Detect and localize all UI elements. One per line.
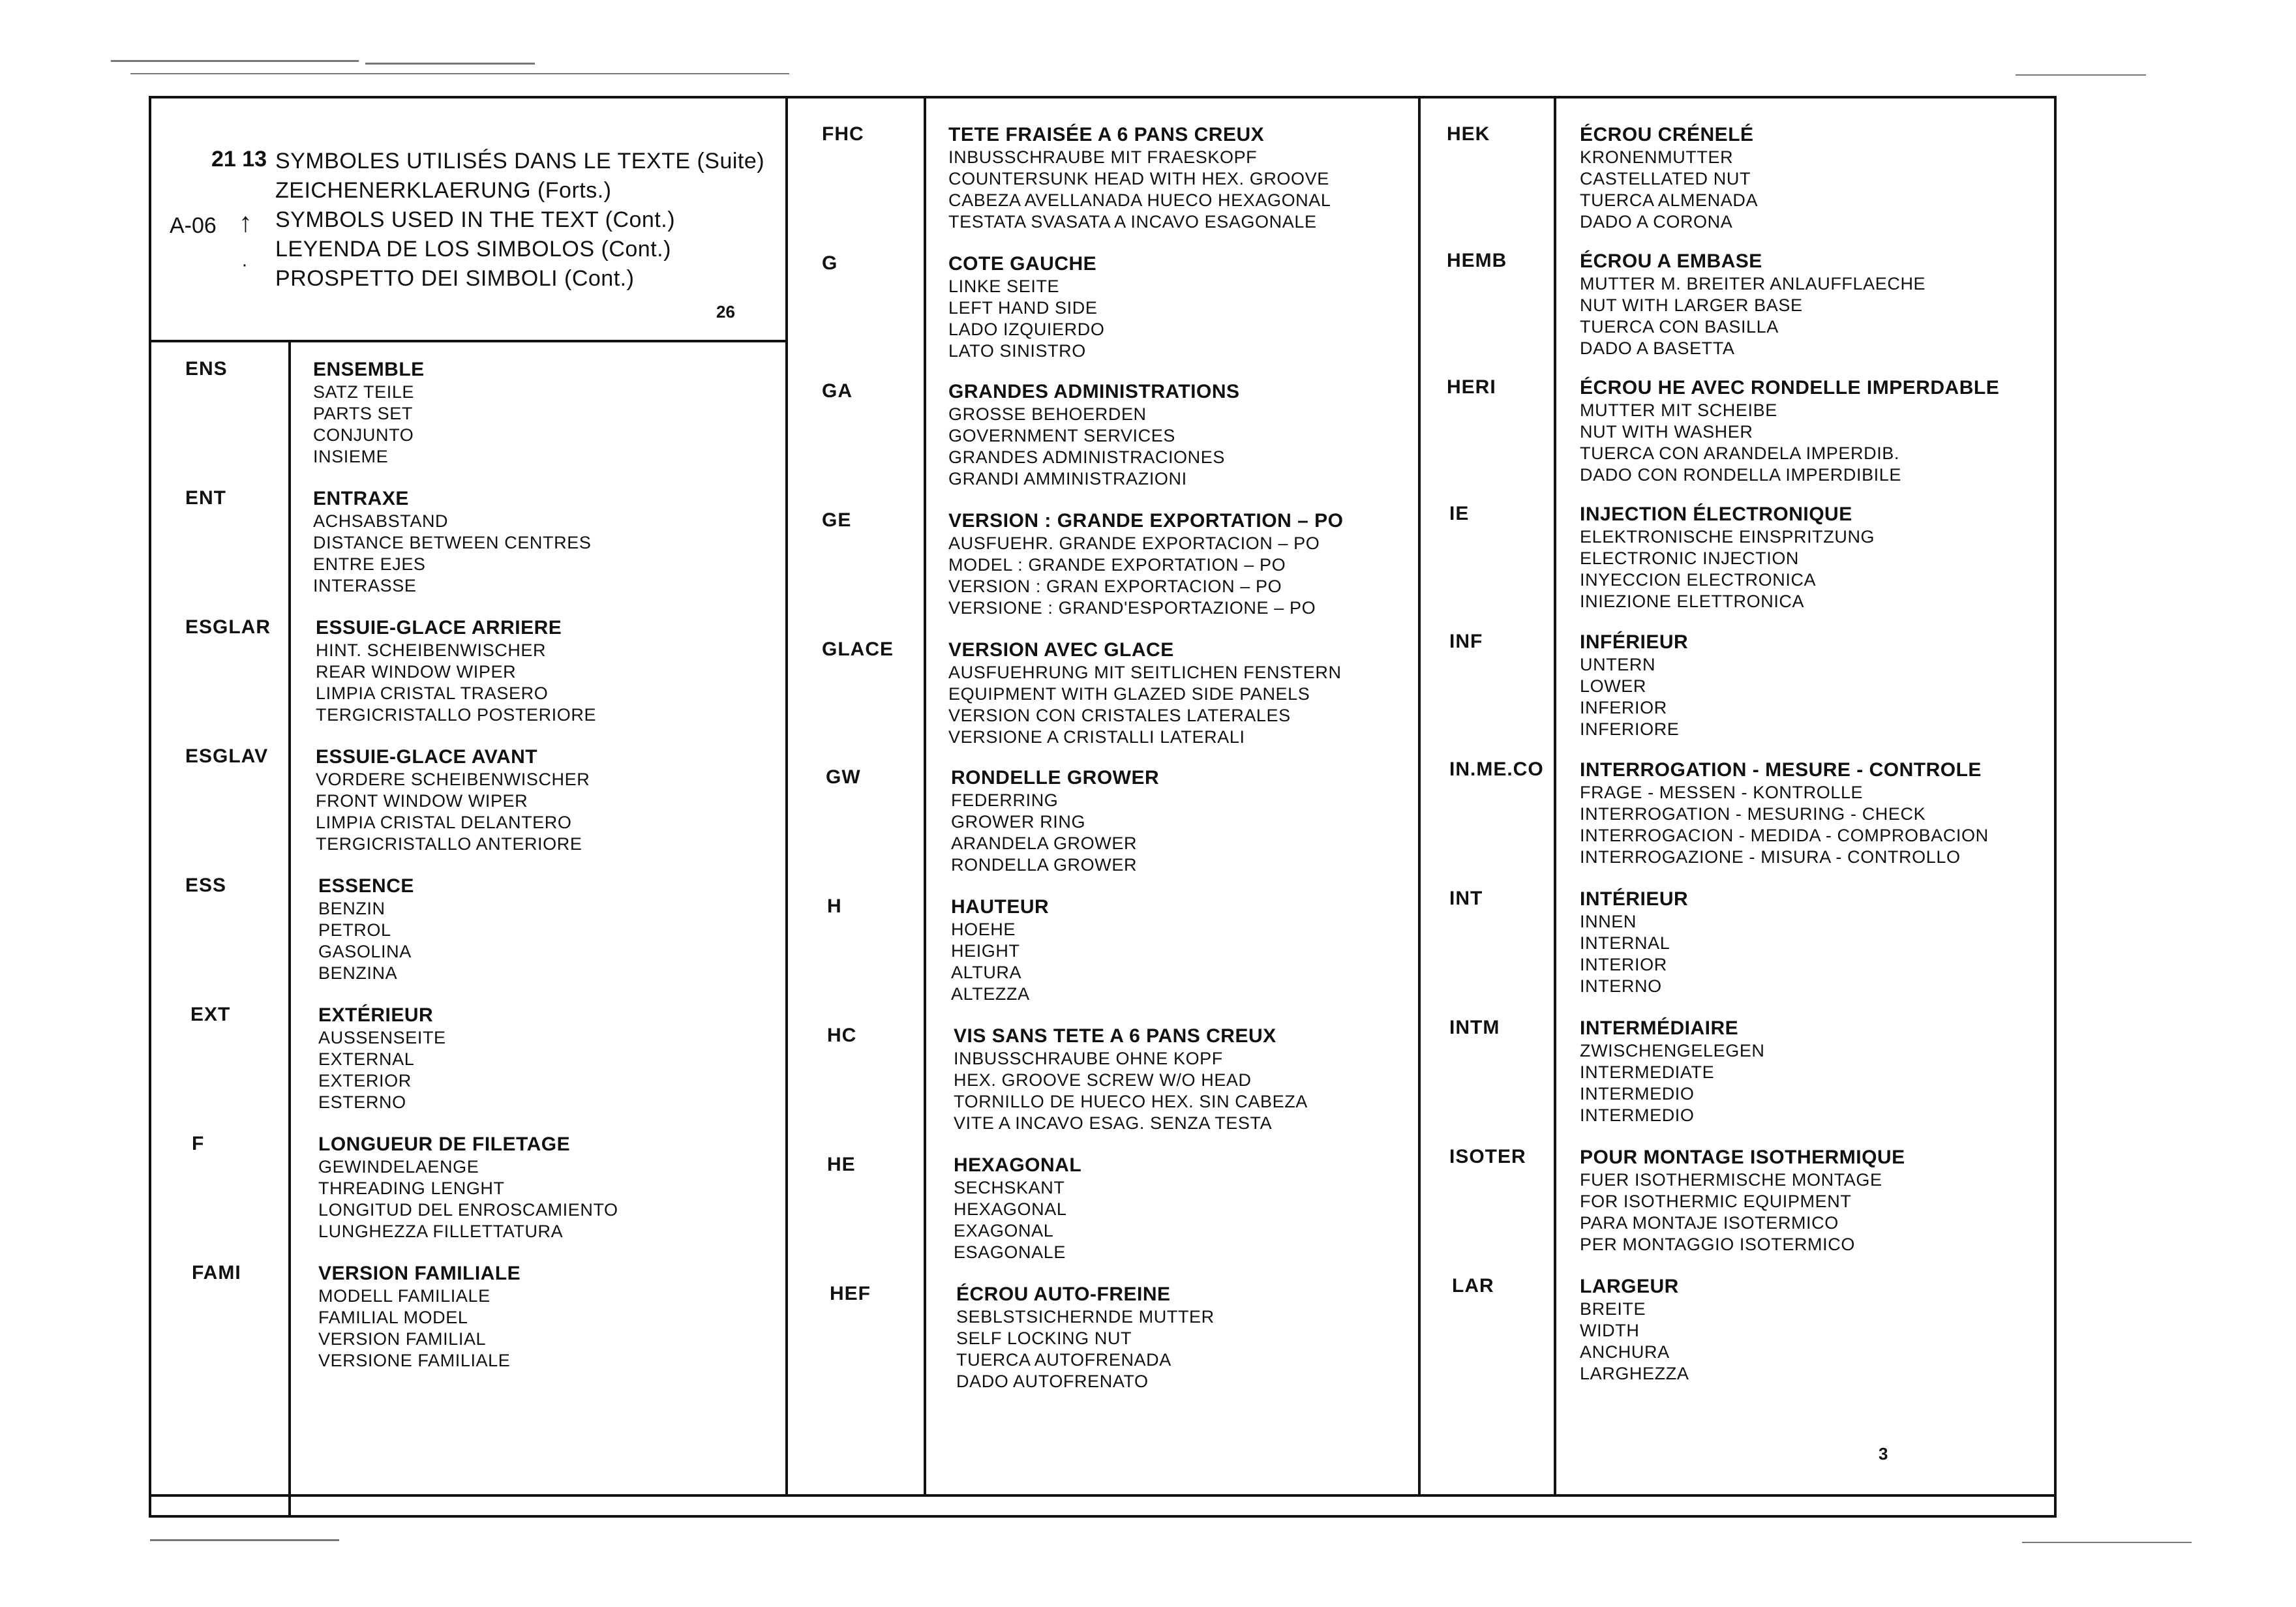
def-es: TUERCA AUTOFRENADA xyxy=(956,1350,1171,1370)
def-es: PARA MONTAJE ISOTERMICO xyxy=(1580,1213,1839,1233)
abbr: ENT xyxy=(185,487,226,509)
abbr: IE xyxy=(1449,503,1470,524)
abbr: HEF xyxy=(830,1283,871,1304)
definition xyxy=(318,875,414,984)
definition xyxy=(954,1025,1308,1134)
definition xyxy=(954,1154,1081,1263)
definition xyxy=(318,1262,521,1372)
page-header xyxy=(151,98,785,340)
up-arrow-icon: ↑ xyxy=(239,207,252,237)
def-de: INBUSSCHRAUBE OHNE KOPF xyxy=(954,1049,1223,1068)
definition xyxy=(1580,250,1926,359)
def-de: FUER ISOTHERMISCHE MONTAGE xyxy=(1580,1170,1882,1190)
abbr: H xyxy=(827,895,842,917)
page-number: 3 xyxy=(1879,1444,1888,1464)
def-en: CASTELLATED NUT xyxy=(1580,169,1751,188)
def-fr: GRANDES ADMINISTRATIONS xyxy=(948,381,1240,402)
def-en: HEX. GROOVE SCREW W/O HEAD xyxy=(954,1070,1252,1090)
def-en: DISTANCE BETWEEN CENTRES xyxy=(313,533,592,552)
def-de: VORDERE SCHEIBENWISCHER xyxy=(316,770,590,789)
abbr: F xyxy=(192,1133,205,1154)
def-en: FOR ISOTHERMIC EQUIPMENT xyxy=(1580,1192,1852,1211)
def-fr: VERSION FAMILIALE xyxy=(318,1263,521,1284)
def-de: INBUSSCHRAUBE MIT FRAESKOPF xyxy=(948,147,1258,167)
header-page-ref: 26 xyxy=(716,302,735,322)
def-de: ELEKTRONISCHE EINSPRITZUNG xyxy=(1580,527,1875,547)
def-fr: VIS SANS TETE A 6 PANS CREUX xyxy=(954,1025,1276,1047)
abbr: LAR xyxy=(1452,1275,1494,1297)
definition xyxy=(956,1283,1215,1392)
col2-divider xyxy=(924,98,926,1497)
definition xyxy=(1580,888,1688,997)
def-it: TESTATA SVASATA A INCAVO ESAGONALE xyxy=(948,212,1317,232)
sub-code: A-06 xyxy=(170,213,217,238)
abbr: HERI xyxy=(1447,376,1496,398)
abbr: GA xyxy=(822,380,853,402)
def-de: AUSFUEHR. GRANDE EXPORTACION – PO xyxy=(948,533,1320,553)
def-es: TUERCA CON BASILLA xyxy=(1580,317,1779,337)
abbr: FHC xyxy=(822,123,864,145)
def-de: SATZ TEILE xyxy=(313,382,415,402)
def-fr: LARGEUR xyxy=(1580,1276,1679,1297)
def-it: VERSIONE A CRISTALLI LATERALI xyxy=(948,727,1245,747)
abbr: INTM xyxy=(1449,1017,1500,1038)
def-es: EXAGONAL xyxy=(954,1221,1054,1240)
def-es: TORNILLO DE HUECO HEX. SIN CABEZA xyxy=(954,1092,1308,1111)
def-es: ALTURA xyxy=(951,963,1022,982)
definition xyxy=(1580,503,1875,612)
def-es: LADO IZQUIERDO xyxy=(948,320,1105,339)
def-es: VERSION CON CRISTALES LATERALES xyxy=(948,706,1291,725)
title-es: LEYENDA DE LOS SIMBOLOS (Cont.) xyxy=(275,237,671,262)
def-es: GRANDES ADMINISTRACIONES xyxy=(948,447,1225,467)
def-fr: ENSEMBLE xyxy=(313,359,425,380)
def-es: INTERROGACION - MEDIDA - COMPROBACION xyxy=(1580,826,1989,845)
def-de: UNTERN xyxy=(1580,655,1656,674)
def-es: LONGITUD DEL ENROSCAMIENTO xyxy=(318,1200,618,1220)
definition xyxy=(1580,1275,1689,1385)
def-es: TUERCA ALMENADA xyxy=(1580,190,1759,210)
def-es: LIMPIA CRISTAL DELANTERO xyxy=(316,813,572,832)
symbols-table xyxy=(149,96,2057,1518)
def-fr: ÉCROU HE AVEC RONDELLE IMPERDABLE xyxy=(1580,377,2000,398)
def-de: LINKE SEITE xyxy=(948,277,1060,296)
definition xyxy=(948,638,1342,748)
def-en: ELECTRONIC INJECTION xyxy=(1580,548,1800,568)
def-en: INTERNAL xyxy=(1580,933,1670,953)
title-fr: SYMBOLES UTILISÉS DANS LE TEXTE (Suite) xyxy=(275,149,765,173)
abbr: IN.ME.CO xyxy=(1449,758,1544,780)
definition xyxy=(948,509,1343,619)
abbr: INT xyxy=(1449,888,1483,909)
def-de: MUTTER M. BREITER ANLAUFFLAECHE xyxy=(1580,274,1926,293)
def-fr: INTÉRIEUR xyxy=(1580,888,1689,910)
def-de: ACHSABSTAND xyxy=(313,511,449,531)
def-en: GROWER RING xyxy=(951,812,1086,832)
abbr: GE xyxy=(822,509,852,531)
bullet-dot: · xyxy=(241,254,248,275)
def-it: BENZINA xyxy=(318,963,398,983)
def-de: INNEN xyxy=(1580,912,1637,931)
def-en: COUNTERSUNK HEAD WITH HEX. GROOVE xyxy=(948,169,1329,188)
def-it: RONDELLA GROWER xyxy=(951,855,1138,875)
def-de: FRAGE - MESSEN - KONTROLLE xyxy=(1580,783,1864,802)
def-it: ALTEZZA xyxy=(951,984,1030,1004)
abbr: HC xyxy=(827,1025,857,1046)
section-code: 21 13 xyxy=(211,147,267,172)
definition xyxy=(316,616,596,726)
def-de: MUTTER MIT SCHEIBE xyxy=(1580,400,1777,420)
def-de: HINT. SCHEIBENWISCHER xyxy=(316,640,547,660)
def-fr: COTE GAUCHE xyxy=(948,253,1097,275)
def-es: EXTERIOR xyxy=(318,1071,412,1090)
def-es: CONJUNTO xyxy=(313,425,414,445)
def-fr: POUR MONTAGE ISOTHERMIQUE xyxy=(1580,1147,1905,1168)
def-en: INTERMEDIATE xyxy=(1580,1062,1715,1082)
definition xyxy=(1580,376,1999,486)
def-de: BENZIN xyxy=(318,899,385,918)
def-de: KRONENMUTTER xyxy=(1580,147,1734,167)
title-it: PROSPETTO DEI SIMBOLI (Cont.) xyxy=(275,266,635,291)
definition xyxy=(951,895,1049,1005)
abbr: GW xyxy=(826,766,861,788)
def-fr: HEXAGONAL xyxy=(954,1154,1082,1176)
def-it: VERSIONE FAMILIALE xyxy=(318,1351,511,1370)
abbr: ENS xyxy=(185,358,228,380)
def-it: GRANDI AMMINISTRAZIONI xyxy=(948,469,1187,488)
def-it: ESAGONALE xyxy=(954,1242,1066,1262)
def-es: CABEZA AVELLANADA HUECO HEXAGONAL xyxy=(948,190,1331,210)
abbr: G xyxy=(822,252,838,274)
definition xyxy=(316,745,590,855)
def-de: ZWISCHENGELEGEN xyxy=(1580,1041,1765,1060)
def-en: FAMILIAL MODEL xyxy=(318,1308,468,1327)
def-fr: INJECTION ÉLECTRONIQUE xyxy=(1580,503,1852,525)
def-fr: ÉCROU A EMBASE xyxy=(1580,250,1762,272)
def-fr: INTERROGATION - MESURE - CONTROLE xyxy=(1580,759,1982,781)
def-it: DADO AUTOFRENATO xyxy=(956,1372,1149,1391)
def-it: INSIEME xyxy=(313,447,389,466)
def-fr: VERSION AVEC GLACE xyxy=(948,639,1174,661)
def-fr: ESSUIE-GLACE ARRIERE xyxy=(316,617,562,638)
def-de: SEBLSTSICHERNDE MUTTER xyxy=(956,1307,1215,1327)
def-it: DADO A BASETTA xyxy=(1580,338,1735,358)
def-it: TERGICRISTALLO ANTERIORE xyxy=(316,834,582,854)
header-titles xyxy=(275,147,764,293)
def-de: BREITE xyxy=(1580,1299,1646,1319)
def-en: NUT WITH WASHER xyxy=(1580,422,1753,442)
def-en: NUT WITH LARGER BASE xyxy=(1580,295,1803,315)
col3-divider xyxy=(1554,98,1556,1497)
def-en: INTERROGATION - MESURING - CHECK xyxy=(1580,804,1926,824)
def-it: INTERNO xyxy=(1580,976,1662,996)
def-en: HEIGHT xyxy=(951,941,1020,961)
def-es: VERSION : GRAN EXPORTACION – PO xyxy=(948,577,1282,596)
def-it: ESTERNO xyxy=(318,1092,406,1112)
def-en: LEFT HAND SIDE xyxy=(948,298,1098,318)
def-fr: ESSUIE-GLACE AVANT xyxy=(316,746,538,768)
def-es: ENTRE EJES xyxy=(313,554,426,574)
def-fr: ENTRAXE xyxy=(313,488,409,509)
def-fr: LONGUEUR DE FILETAGE xyxy=(318,1134,571,1155)
def-es: INFERIOR xyxy=(1580,698,1667,717)
definition xyxy=(948,252,1104,362)
def-en: THREADING LENGHT xyxy=(318,1179,505,1198)
def-es: VERSION FAMILIAL xyxy=(318,1329,487,1349)
def-it: VERSIONE : GRAND'ESPORTAZIONE – PO xyxy=(948,598,1316,618)
def-de: FEDERRING xyxy=(951,790,1059,810)
def-it: INTERROGAZIONE - MISURA - CONTROLLO xyxy=(1580,847,1961,867)
definition xyxy=(1580,123,1758,233)
def-en: EQUIPMENT WITH GLAZED SIDE PANELS xyxy=(948,684,1310,704)
def-fr: EXTÉRIEUR xyxy=(318,1004,434,1026)
def-de: HOEHE xyxy=(951,920,1016,939)
def-fr: TETE FRAISÉE A 6 PANS CREUX xyxy=(948,124,1265,145)
definition xyxy=(318,1004,446,1113)
def-fr: VERSION : GRANDE EXPORTATION – PO xyxy=(948,510,1344,532)
def-it: INTERASSE xyxy=(313,576,417,595)
definition xyxy=(1580,1146,1905,1255)
def-it: LARGHEZZA xyxy=(1580,1364,1689,1383)
def-fr: ESSENCE xyxy=(318,875,414,897)
def-de: GEWINDELAENGE xyxy=(318,1157,479,1177)
col1-divider xyxy=(288,340,291,1518)
def-es: INYECCION ELECTRONICA xyxy=(1580,570,1817,590)
def-it: INIEZIONE ELETTRONICA xyxy=(1580,592,1805,611)
definition xyxy=(313,358,425,468)
abbr: ISOTER xyxy=(1449,1146,1526,1167)
def-it: INFERIORE xyxy=(1580,719,1680,739)
def-es: INTERMEDIO xyxy=(1580,1084,1695,1104)
def-es: TUERCA CON ARANDELA IMPERDIB. xyxy=(1580,443,1900,463)
def-it: LUNGHEZZA FILLETTATURA xyxy=(318,1222,564,1241)
abbr: HE xyxy=(827,1154,856,1175)
title-de: ZEICHENERKLAERUNG (Forts.) xyxy=(275,178,612,203)
definition xyxy=(948,123,1331,233)
def-es: INTERIOR xyxy=(1580,955,1667,974)
def-en: FRONT WINDOW WIPER xyxy=(316,791,528,811)
def-fr: HAUTEUR xyxy=(951,896,1050,918)
def-it: DADO A CORONA xyxy=(1580,212,1733,232)
header-divider xyxy=(151,340,785,342)
def-it: VITE A INCAVO ESAG. SENZA TESTA xyxy=(954,1113,1273,1133)
abbr: ESS xyxy=(185,875,227,896)
def-de: GROSSE BEHOERDEN xyxy=(948,404,1147,424)
definition xyxy=(948,380,1240,490)
def-es: LIMPIA CRISTAL TRASERO xyxy=(316,683,549,703)
def-en: EXTERNAL xyxy=(318,1049,415,1069)
title-en: SYMBOLS USED IN THE TEXT (Cont.) xyxy=(275,207,676,232)
def-en: HEXAGONAL xyxy=(954,1199,1067,1219)
col-separator-2 xyxy=(1418,98,1421,1497)
def-fr: ÉCROU CRÉNELÉ xyxy=(1580,124,1754,145)
def-en: SELF LOCKING NUT xyxy=(956,1329,1132,1348)
def-en: REAR WINDOW WIPER xyxy=(316,662,517,682)
abbr: INF xyxy=(1449,631,1483,652)
definition xyxy=(1580,631,1688,740)
abbr: ESGLAV xyxy=(185,745,269,767)
def-en: PARTS SET xyxy=(313,404,413,423)
def-es: ARANDELA GROWER xyxy=(951,834,1138,853)
definition xyxy=(1580,758,1989,868)
definition xyxy=(951,766,1159,876)
def-de: AUSSENSEITE xyxy=(318,1028,446,1047)
def-en: LOWER xyxy=(1580,676,1647,696)
abbr: HEK xyxy=(1447,123,1490,145)
bottom-rule xyxy=(151,1494,2057,1497)
col-separator-1 xyxy=(785,98,788,1497)
def-fr: ÉCROU AUTO-FREINE xyxy=(956,1284,1171,1305)
definition xyxy=(313,487,591,597)
def-it: INTERMEDIO xyxy=(1580,1105,1695,1125)
def-es: ANCHURA xyxy=(1580,1342,1670,1362)
abbr: EXT xyxy=(190,1004,231,1025)
def-en: WIDTH xyxy=(1580,1321,1640,1340)
def-it: TERGICRISTALLO POSTERIORE xyxy=(316,705,597,725)
def-en: GOVERNMENT SERVICES xyxy=(948,426,1175,445)
abbr: FAMI xyxy=(192,1262,241,1284)
def-it: PER MONTAGGIO ISOTERMICO xyxy=(1580,1235,1855,1254)
def-it: LATO SINISTRO xyxy=(948,341,1086,361)
abbr: HEMB xyxy=(1447,250,1507,271)
definition xyxy=(1580,1017,1765,1126)
def-en: MODEL : GRANDE EXPORTATION – PO xyxy=(948,555,1286,575)
def-de: SECHSKANT xyxy=(954,1178,1065,1197)
def-fr: INFÉRIEUR xyxy=(1580,631,1689,653)
def-en: PETROL xyxy=(318,920,391,940)
def-fr: INTERMÉDIAIRE xyxy=(1580,1017,1739,1039)
def-es: GASOLINA xyxy=(318,942,412,961)
abbr: ESGLAR xyxy=(185,616,271,638)
def-fr: RONDELLE GROWER xyxy=(951,767,1160,788)
def-it: DADO CON RONDELLA IMPERDIBILE xyxy=(1580,465,1902,485)
definition xyxy=(318,1133,618,1242)
def-de: AUSFUEHRUNG MIT SEITLICHEN FENSTERN xyxy=(948,663,1342,682)
def-de: MODELL FAMILIALE xyxy=(318,1286,491,1306)
abbr: GLACE xyxy=(822,638,894,660)
